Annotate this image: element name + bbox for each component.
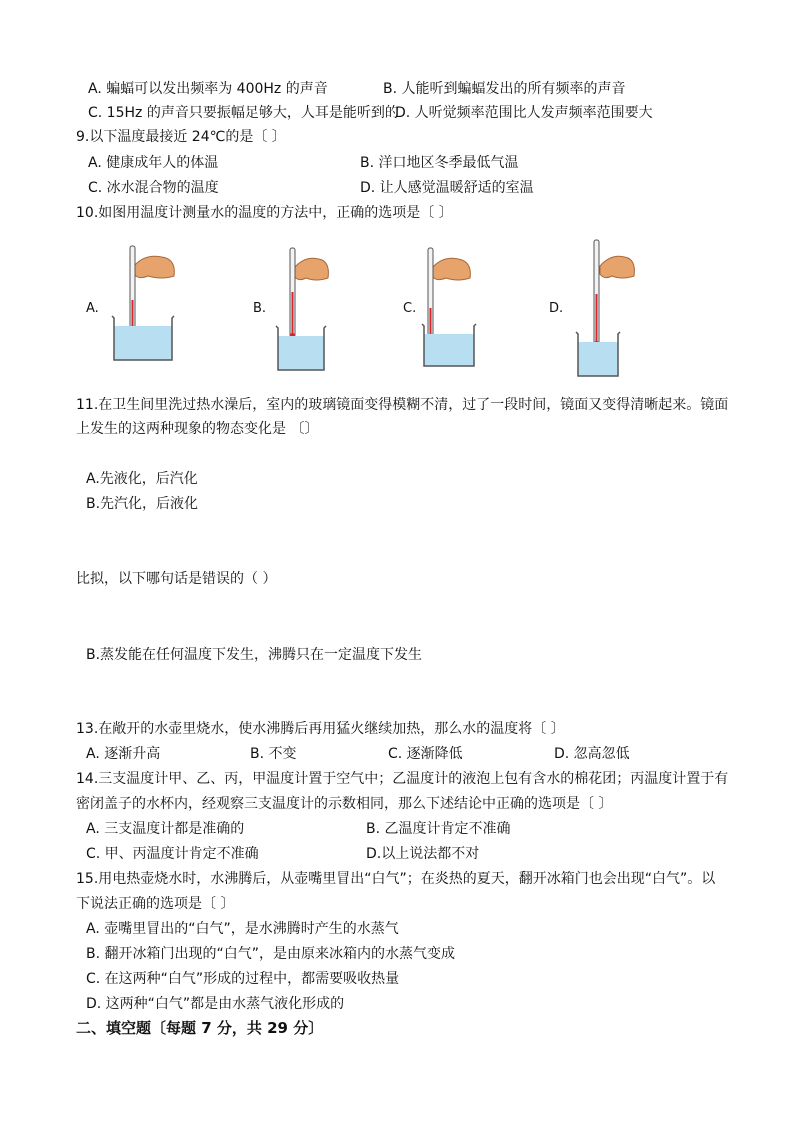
q14-option-d: D.以上说法都不对 (366, 846, 480, 862)
q10-figure-label-a: A. (86, 301, 99, 316)
q12-stem: 比拟，以下哪句话是错误的（ ） (76, 571, 277, 587)
q13-option-a: A. 逐渐升高 (86, 746, 161, 762)
q10-figure-label-c: C. (403, 301, 417, 316)
q11-stem-line2: 上发生的这两种现象的物态变化是 〔〕 (76, 421, 319, 437)
q10-stem: 10.如图用温度计测量水的温度的方法中，正确的选项是〔 〕 (76, 205, 453, 221)
q10-figure-d (570, 236, 642, 380)
q10-figure-c (416, 242, 486, 372)
q14-stem-line1: 14.三支温度计甲、乙、丙，甲温度计置于空气中；乙温度计的液泡上包有含水的棉花团；丙温度计置于有 (76, 771, 729, 787)
q11-stem-line1: 11.在卫生间里洗过热水澡后，室内的玻璃镜面变得模糊不清，过了一段时间，镜面又变得清晰起来。镜面 (76, 397, 729, 413)
q13-stem: 13.在敞开的水壶里烧水，使水沸腾后再用猛火继续加热，那么水的温度将〔 〕 (76, 721, 565, 737)
section-heading-fill-in: 二、填空题〔每题 7 分，共 29 分〕 (76, 1019, 324, 1037)
q9-stem: 9.以下温度最接近 24℃的是〔 〕 (76, 129, 286, 145)
q8-option-d: D. 人听觉频率范围比人发声频率范围要大 (395, 105, 653, 121)
q14-option-c: C. 甲、丙温度计肯定不准确 (86, 846, 259, 862)
q15-option-d: D. 这两种“白气”都是由水蒸气液化形成的 (86, 996, 345, 1012)
q14-stem-line2: 密闭盖子的水杯内，经观察三支温度计的示数相同，那么下述结论中正确的选项是〔 〕 (76, 796, 613, 812)
q8-option-c: C. 15Hz 的声音只要振幅足够大，人耳是能听到的 (88, 105, 399, 121)
q9-option-d: D. 让人感觉温暖舒适的室温 (360, 180, 534, 196)
q15-option-b: B. 翻开冰箱门出现的“白气”，是由原来冰箱内的水蒸气变成 (86, 946, 456, 962)
q10-figure-a (104, 240, 184, 366)
q9-option-a: A. 健康成年人的体温 (88, 155, 219, 171)
q15-stem-line2: 下说法正确的选项是〔 〕 (76, 896, 235, 912)
q10-figure-b (266, 242, 336, 376)
q8-option-b: B. 人能听到蝙蝠发出的所有频率的声音 (383, 81, 626, 97)
q9-option-c: C. 冰水混合物的温度 (88, 180, 219, 196)
q13-option-c: C. 逐渐降低 (388, 746, 463, 762)
q10-figure-label-d: D. (549, 301, 564, 316)
q15-stem-line1: 15.用电热壶烧水时，水沸腾后，从壶嘴里冒出“白气”；在炎热的夏天，翻开冰箱门也会出现“白气”。以 (76, 871, 716, 887)
q9-option-b: B. 洋口地区冬季最低气温 (360, 155, 519, 171)
q12-option-b: B.蒸发能在任何温度下发生，沸腾只在一定温度下发生 (86, 647, 423, 663)
q15-option-c: C. 在这两种“白气”形成的过程中，都需要吸收热量 (86, 971, 400, 987)
q13-option-b: B. 不变 (250, 746, 297, 762)
q14-option-b: B. 乙温度计肯定不准确 (366, 821, 511, 837)
q10-figure-label-b: B. (253, 301, 267, 316)
q14-option-a: A. 三支温度计都是准确的 (86, 821, 245, 837)
q11-option-b: B.先汽化，后液化 (86, 496, 199, 512)
q15-option-a: A. 壶嘴里冒出的“白气”，是水沸腾时产生的水蒸气 (86, 921, 399, 937)
q13-option-d: D. 忽高忽低 (554, 746, 630, 762)
q11-option-a: A.先液化，后汽化 (86, 471, 198, 487)
q8-option-a: A. 蝙蝠可以发出频率为 400Hz 的声音 (88, 81, 328, 97)
